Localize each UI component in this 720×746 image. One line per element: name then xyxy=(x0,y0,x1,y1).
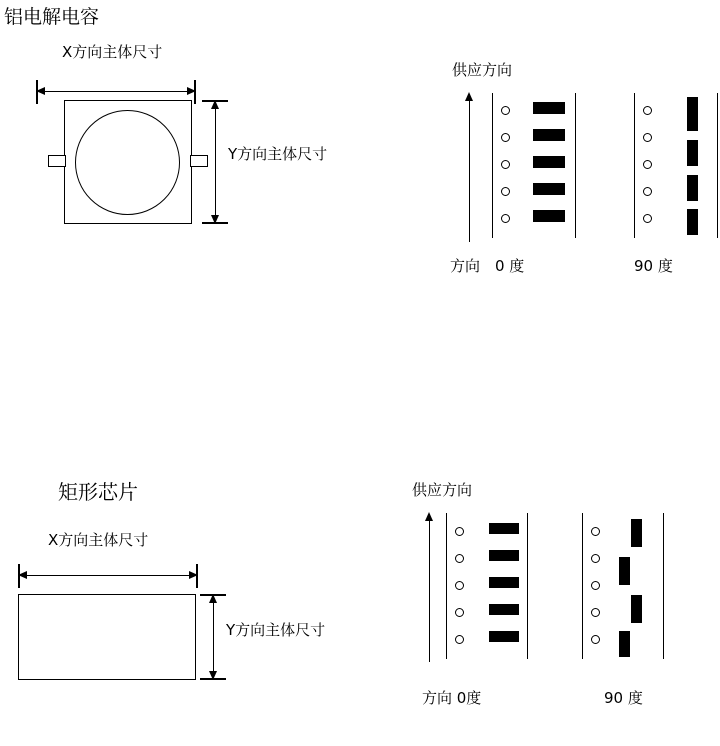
rect-x-dimension-arrow xyxy=(18,570,198,582)
extension-tick-left xyxy=(36,80,38,104)
sprocket-hole-icon xyxy=(591,527,600,536)
dimension-line xyxy=(24,575,192,577)
sprocket-hole-icon xyxy=(643,106,652,115)
component-pocket xyxy=(489,523,519,534)
rect-orientation-90-label: 90 度 xyxy=(604,689,643,707)
capacitor-lead-right xyxy=(190,155,208,167)
rect-chip-body-outline xyxy=(18,594,196,680)
component-pocket xyxy=(687,140,698,166)
sprocket-hole-icon xyxy=(591,608,600,617)
sprocket-hole-icon xyxy=(591,554,600,563)
rect-y-dimension-arrow xyxy=(208,594,222,680)
component-pocket xyxy=(533,210,565,222)
component-pocket xyxy=(533,102,565,114)
component-pocket xyxy=(687,97,698,131)
extension-tick-right xyxy=(194,80,196,104)
rect-x-dimension-label: X方向主体尺寸 xyxy=(48,531,149,549)
rect-orientation-0-label: 方向 0度 xyxy=(422,689,482,707)
component-pocket xyxy=(489,577,519,588)
sprocket-hole-icon xyxy=(501,133,510,142)
component-pocket xyxy=(489,604,519,615)
sprocket-hole-icon xyxy=(591,581,600,590)
component-pocket xyxy=(619,631,630,657)
extension-tick-right xyxy=(196,564,198,588)
sprocket-hole-icon xyxy=(591,635,600,644)
sprocket-hole-icon xyxy=(501,106,510,115)
arrow-shaft xyxy=(469,99,471,242)
component-pocket xyxy=(533,183,565,195)
extension-tick-bottom xyxy=(202,222,228,224)
dimension-line xyxy=(42,91,190,93)
capacitor-x-dimension-arrow xyxy=(36,86,196,98)
dimension-line xyxy=(213,600,215,674)
component-pocket xyxy=(687,209,698,235)
extension-tick-bottom xyxy=(200,678,226,680)
rect-tape-0deg xyxy=(446,513,528,659)
sprocket-hole-icon xyxy=(501,214,510,223)
component-pocket xyxy=(631,519,642,547)
sprocket-hole-icon xyxy=(643,133,652,142)
sprocket-hole-icon xyxy=(643,214,652,223)
component-pocket xyxy=(489,631,519,642)
sprocket-hole-icon xyxy=(501,187,510,196)
rect-feed-direction-arrow xyxy=(424,512,438,662)
section-title-capacitor: 铝电解电容 xyxy=(4,6,100,28)
extension-tick-left xyxy=(18,564,20,588)
capacitor-can-circle xyxy=(75,110,180,215)
dimension-line xyxy=(215,106,217,218)
sprocket-hole-icon xyxy=(643,187,652,196)
capacitor-y-dimension-label: Y方向主体尺寸 xyxy=(228,145,328,163)
rect-tape-90deg xyxy=(582,513,664,659)
sprocket-hole-icon xyxy=(455,581,464,590)
extension-tick-top xyxy=(200,594,226,596)
section-title-rect-chip: 矩形芯片 xyxy=(58,480,138,504)
rect-y-dimension-label: Y方向主体尺寸 xyxy=(226,621,326,639)
capacitor-feed-direction-arrow xyxy=(464,92,478,242)
capacitor-lead-left xyxy=(48,155,66,167)
component-pocket xyxy=(631,595,642,623)
component-pocket xyxy=(687,175,698,201)
component-pocket xyxy=(619,557,630,585)
component-pocket xyxy=(533,156,565,168)
arrow-shaft xyxy=(429,519,431,662)
capacitor-orientation-90-label: 90 度 xyxy=(634,257,673,275)
capacitor-y-dimension-arrow xyxy=(210,100,224,224)
rect-feed-direction-label: 供应方向 xyxy=(412,481,473,499)
sprocket-hole-icon xyxy=(455,527,464,536)
capacitor-tape-90deg xyxy=(634,93,718,238)
capacitor-x-dimension-label: X方向主体尺寸 xyxy=(62,43,163,61)
capacitor-tape-0deg xyxy=(492,93,576,238)
capacitor-feed-direction-label: 供应方向 xyxy=(452,61,513,79)
sprocket-hole-icon xyxy=(455,635,464,644)
extension-tick-top xyxy=(202,100,228,102)
sprocket-hole-icon xyxy=(455,608,464,617)
sprocket-hole-icon xyxy=(455,554,464,563)
capacitor-orientation-0-label: 方向 0 度 xyxy=(450,257,525,275)
component-pocket xyxy=(489,550,519,561)
sprocket-hole-icon xyxy=(501,160,510,169)
sprocket-hole-icon xyxy=(643,160,652,169)
component-pocket xyxy=(533,129,565,141)
